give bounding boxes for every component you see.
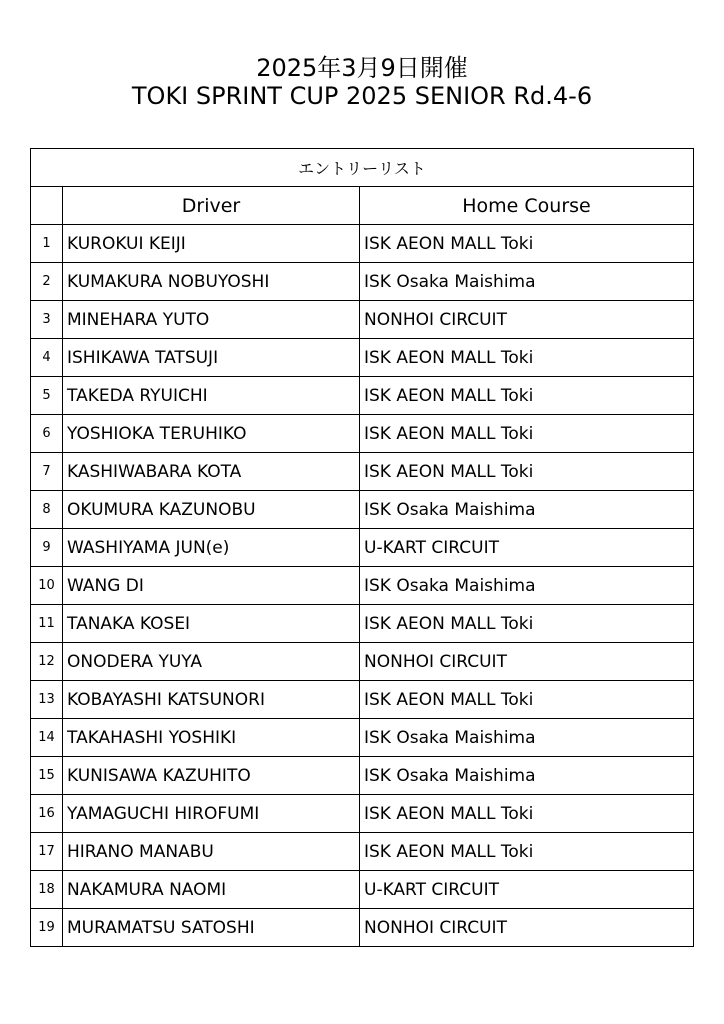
entry-number: 17 xyxy=(31,833,63,871)
entry-number: 19 xyxy=(31,909,63,947)
entry-list-caption: エントリーリスト xyxy=(31,149,694,187)
table-row xyxy=(31,225,694,263)
home-course: ISK AEON MALL Toki xyxy=(360,415,694,453)
driver-name: KASHIWABARA KOTA xyxy=(63,453,360,491)
home-course-column-header: Home Course xyxy=(360,187,694,225)
table-row xyxy=(31,529,694,567)
home-course: NONHOI CIRCUIT xyxy=(360,643,694,681)
home-course: NONHOI CIRCUIT xyxy=(360,301,694,339)
home-course: ISK AEON MALL Toki xyxy=(360,833,694,871)
entry-number: 1 xyxy=(31,225,63,263)
driver-name: TAKEDA RYUICHI xyxy=(63,377,360,415)
entry-number: 15 xyxy=(31,757,63,795)
driver-name: YAMAGUCHI HIROFUMI xyxy=(63,795,360,833)
event-name: TOKI SPRINT CUP 2025 SENIOR Rd.4-6 xyxy=(131,82,593,110)
home-course: NONHOI CIRCUIT xyxy=(360,909,694,947)
table-row xyxy=(31,909,694,947)
table-row xyxy=(31,301,694,339)
home-course: U-KART CIRCUIT xyxy=(360,871,694,909)
entry-number: 9 xyxy=(31,529,63,567)
table-row xyxy=(31,491,694,529)
home-course: U-KART CIRCUIT xyxy=(360,529,694,567)
home-course: ISK AEON MALL Toki xyxy=(360,453,694,491)
table-row xyxy=(31,795,694,833)
home-course: ISK AEON MALL Toki xyxy=(360,377,694,415)
driver-name: MURAMATSU SATOSHI xyxy=(63,909,360,947)
driver-name: KUROKUI KEIJI xyxy=(63,225,360,263)
entry-number: 16 xyxy=(31,795,63,833)
driver-name: TANAKA KOSEI xyxy=(63,605,360,643)
driver-column-header: Driver xyxy=(63,187,360,225)
table-caption-row xyxy=(31,149,694,187)
entry-number: 10 xyxy=(31,567,63,605)
entry-number: 11 xyxy=(31,605,63,643)
home-course: ISK AEON MALL Toki xyxy=(360,605,694,643)
home-course: ISK AEON MALL Toki xyxy=(360,681,694,719)
home-course: ISK Osaka Maishima xyxy=(360,567,694,605)
number-column-header xyxy=(31,187,63,225)
document-title xyxy=(0,54,724,110)
table-row xyxy=(31,339,694,377)
table-row xyxy=(31,567,694,605)
table-row xyxy=(31,377,694,415)
entry-number: 12 xyxy=(31,643,63,681)
table-row xyxy=(31,681,694,719)
table-row xyxy=(31,719,694,757)
entry-number: 3 xyxy=(31,301,63,339)
home-course: ISK Osaka Maishima xyxy=(360,719,694,757)
table-row xyxy=(31,453,694,491)
entry-rows xyxy=(31,225,694,947)
driver-name: NAKAMURA NAOMI xyxy=(63,871,360,909)
driver-name: OKUMURA KAZUNOBU xyxy=(63,491,360,529)
home-course: ISK Osaka Maishima xyxy=(360,757,694,795)
driver-name: MINEHARA YUTO xyxy=(63,301,360,339)
entry-number: 13 xyxy=(31,681,63,719)
event-date: 2025年3月9日開催 xyxy=(256,54,468,82)
entry-number: 6 xyxy=(31,415,63,453)
home-course: ISK AEON MALL Toki xyxy=(360,339,694,377)
entry-number: 14 xyxy=(31,719,63,757)
driver-name: KOBAYASHI KATSUNORI xyxy=(63,681,360,719)
driver-name: ISHIKAWA TATSUJI xyxy=(63,339,360,377)
home-course: ISK Osaka Maishima xyxy=(360,491,694,529)
driver-name: WASHIYAMA JUN(e) xyxy=(63,529,360,567)
table-row xyxy=(31,263,694,301)
table-row xyxy=(31,643,694,681)
table-row xyxy=(31,871,694,909)
driver-name: ONODERA YUYA xyxy=(63,643,360,681)
entry-number: 2 xyxy=(31,263,63,301)
table-row xyxy=(31,757,694,795)
entry-number: 4 xyxy=(31,339,63,377)
table-row xyxy=(31,605,694,643)
entry-number: 7 xyxy=(31,453,63,491)
driver-name: TAKAHASHI YOSHIKI xyxy=(63,719,360,757)
table-row xyxy=(31,415,694,453)
home-course: ISK Osaka Maishima xyxy=(360,263,694,301)
driver-name: HIRANO MANABU xyxy=(63,833,360,871)
driver-name: YOSHIOKA TERUHIKO xyxy=(63,415,360,453)
entry-list-table xyxy=(30,148,694,947)
entry-number: 18 xyxy=(31,871,63,909)
driver-name: KUMAKURA NOBUYOSHI xyxy=(63,263,360,301)
home-course: ISK AEON MALL Toki xyxy=(360,795,694,833)
home-course: ISK AEON MALL Toki xyxy=(360,225,694,263)
driver-name: KUNISAWA KAZUHITO xyxy=(63,757,360,795)
driver-name: WANG DI xyxy=(63,567,360,605)
entry-number: 5 xyxy=(31,377,63,415)
table-row xyxy=(31,833,694,871)
table-header-row xyxy=(31,187,694,225)
entry-number: 8 xyxy=(31,491,63,529)
